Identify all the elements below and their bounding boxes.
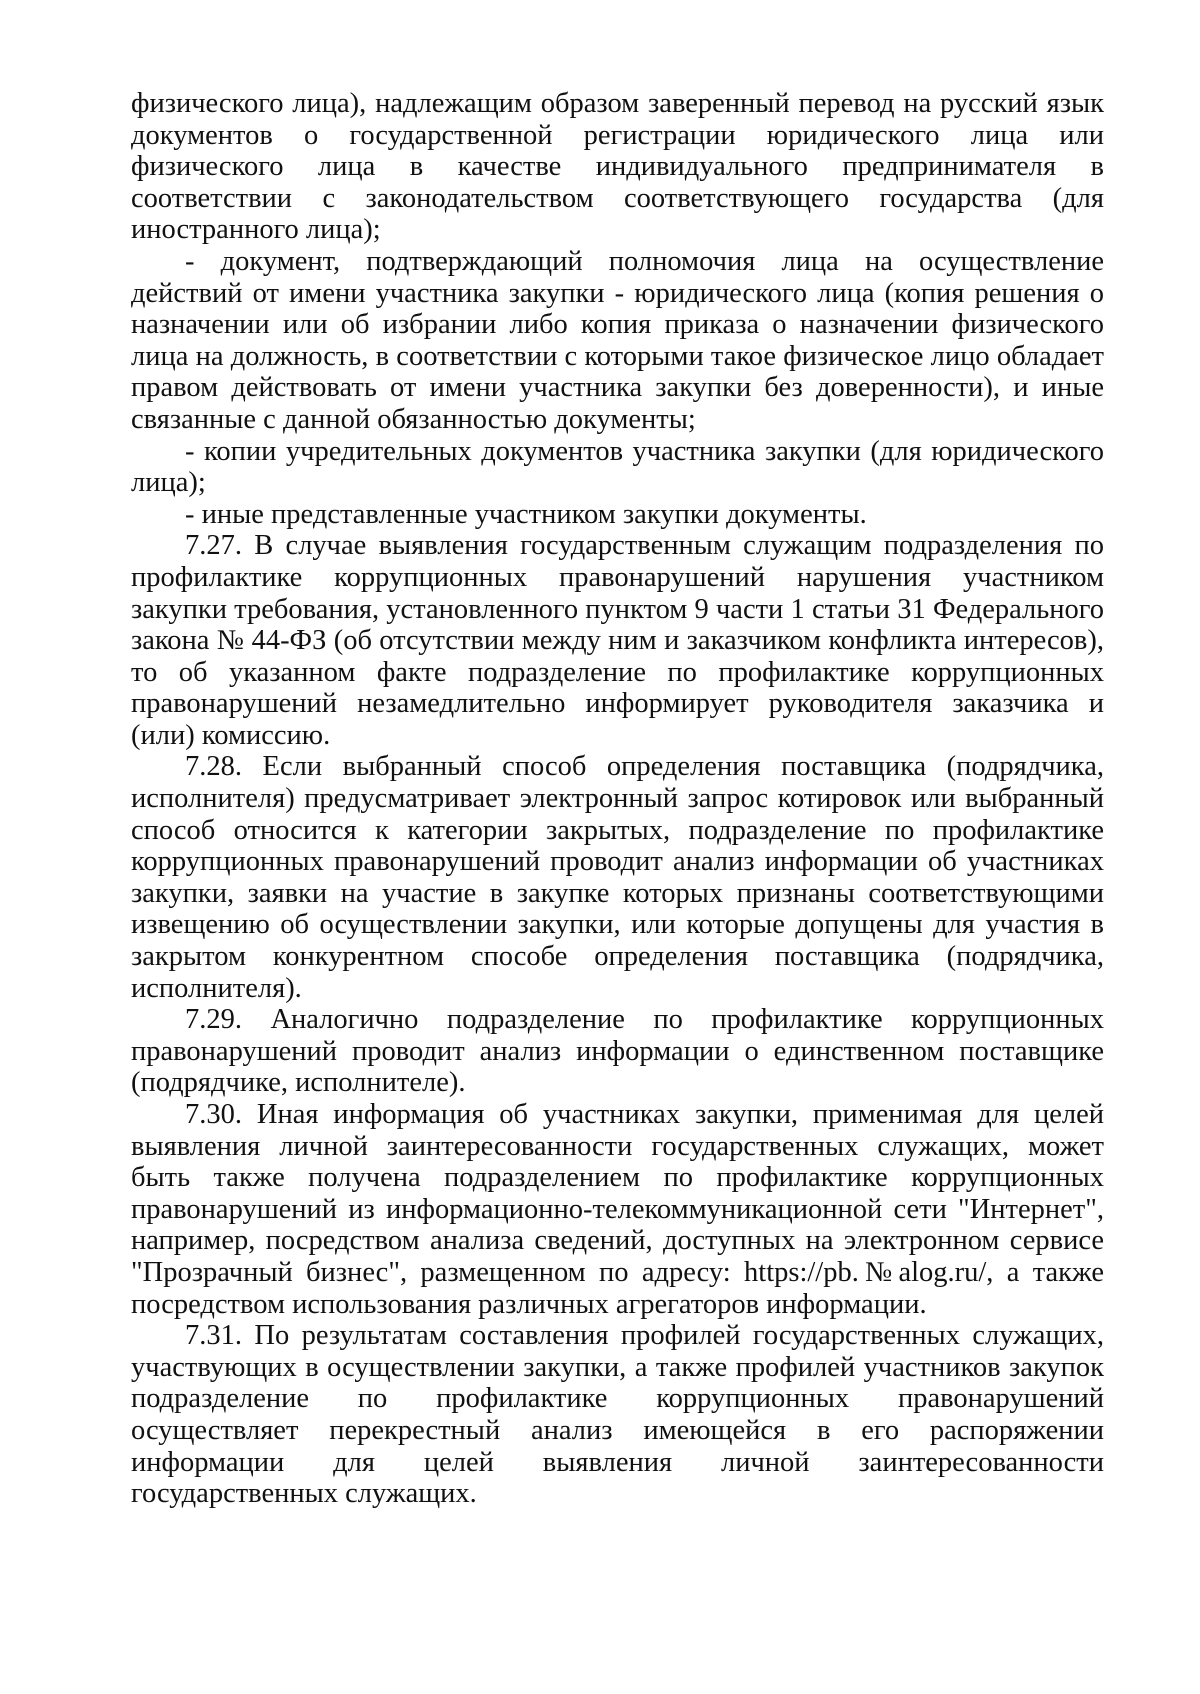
paragraph-7-31: 7.31. По результатам составления профилей государственных служащих, участвующих в осуществлении закупки, а также профилей участников закупок подразделение по профилактике коррупционных правонарушений осуществляет перекрестный анализ имеющейся в его распоряжении информации для целей выявления личной заинтересованности государственных служащих.	[131, 1320, 1104, 1510]
paragraph-7-27: 7.27. В случае выявления государственным служащим подразделения по профилактике коррупционных правонарушений нарушения участником закупки требования, установленного пунктом 9 части 1 статьи 31 Федерального закона № 44-ФЗ (об отсутствии между ним и заказчиком конфликта интересов), то об указанном факте подразделение по профилактике коррупционных правонарушений незамедлительно информирует руководителя заказчика и (или) комиссию.	[131, 530, 1104, 751]
paragraph-founding-documents: - копии учредительных документов участника закупки (для юридического лица);	[131, 435, 1104, 499]
paragraph-7-28: 7.28. Если выбранный способ определения поставщика (подрядчика, исполнителя) предусматривает электронный запрос котировок или выбранный способ относится к категории закрытых, подразделение по профилактике коррупционных правонарушений проводит анализ информации об участниках закупки, заявки на участие в закупке которых признаны соответствующими извещению об осуществлении закупки, или которые допущены для участия в закрытом конкурентном способе определения поставщика (подрядчика, исполнителя).	[131, 751, 1104, 1004]
paragraph-authority-document: - документ, подтверждающий полномочия лица на осуществление действий от имени участника закупки - юридического лица (копия решения о назначении или об избрании либо копия приказа о назначении физического лица на должность, в соответствии с которыми такое физическое лицо обладает правом действовать от имени участника закупки без доверенности), и иные связанные с данной обязанностью документы;	[131, 245, 1104, 435]
paragraph-7-30: 7.30. Иная информация об участниках закупки, применимая для целей выявления личной заинтересованности государственных служащих, может быть также получена подразделением по профилактике коррупционных правонарушений из информационно-телекоммуникационной сети "Интернет", например, посредством анализа сведений, доступных на электронном сервисе "Прозрачный бизнес", размещенном по адресу: https://pb.№alog.ru/, а также посредством использования различных агрегаторов информации.	[131, 1099, 1104, 1320]
paragraph-other-documents: - иные представленные участником закупки документы.	[185, 498, 867, 530]
paragraph-continuation: физического лица), надлежащим образом заверенный перевод на русский язык документов о государственной регистрации юридического лица или физического лица в качестве индивидуального предпринимателя в соответствии с законодательством соответствующего государства (для иностранного лица);	[131, 88, 1104, 246]
document-page	[131, 88, 1104, 1510]
paragraph-7-29: 7.29. Аналогично подразделение по профилактике коррупционных правонарушений проводит анализ информации о единственном поставщике (подрядчике, исполнителе).	[131, 1004, 1104, 1099]
